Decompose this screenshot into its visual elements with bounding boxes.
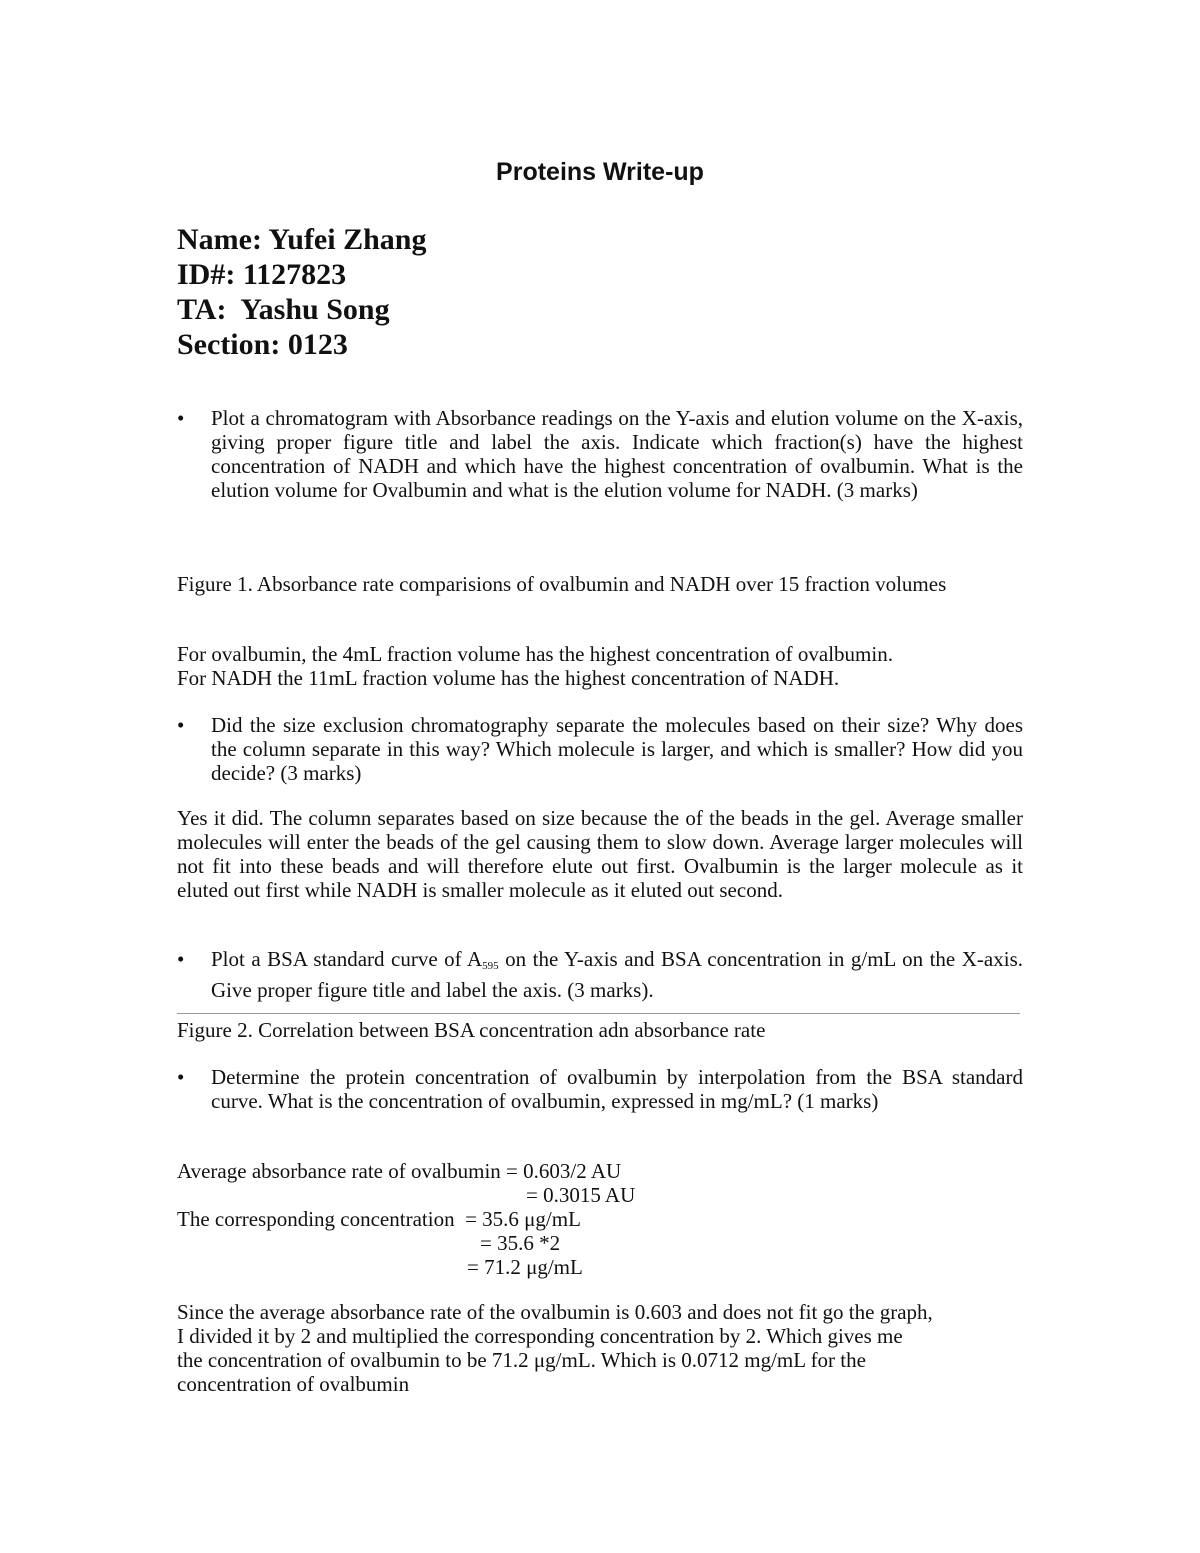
calc-line-2: = 0.3015 AU <box>526 1183 636 1207</box>
calc-line-4: = 35.6 *2 <box>480 1231 561 1255</box>
question-2-text: Did the size exclusion chromatography separate the molecules based on their size? Why does the column separate in this way? Which molecule is larger, and which is smaller? How did you decide? (3 marks) <box>211 713 1023 785</box>
answer-4-line-3: the concentration of ovalbumin to be 71.2 μg/mL. Which is 0.0712 mg/mL for the <box>177 1348 866 1372</box>
answer-4-line-2: I divided it by 2 and multiplied the corresponding concentration by 2. Which gives me <box>177 1324 903 1348</box>
answer-1-line-2: For NADH the 11mL fraction volume has the highest concentration of NADH. <box>177 666 840 690</box>
calc-line-5: = 71.2 μg/mL <box>467 1255 583 1279</box>
bullet-marker: • <box>177 1065 185 1089</box>
question-2 <box>177 713 1023 785</box>
ta-name: TA: Yashu Song <box>177 293 390 326</box>
question-1-text: Plot a chromatogram with Absorbance readings on the Y-axis and elution volume on the X-axis, giving proper figure title and label the axis. Indicate which fraction(s) have the highest concentration of NADH and which have the highest concentration of ovalbumin. What is the elution volume for Ovalbumin and what is the elution volume for NADH. (3 marks) <box>211 406 1023 502</box>
answer-2: Yes it did. The column separates based on size because the of the beads in the gel. Average smaller molecules will enter the beads of the gel causing them to slow down. Average larger molecules will not fit into these beads and will therefore elute out first. Ovalbumin is the larger molecule as it eluted out first while NADH is smaller molecule as it eluted out second. <box>177 806 1023 902</box>
student-info <box>177 222 426 362</box>
answer-1-line-1: For ovalbumin, the 4mL fraction volume has the highest concentration of ovalbumin. <box>177 642 893 666</box>
question-1 <box>177 406 1023 502</box>
page-title: Proteins Write-up <box>496 158 704 186</box>
answer-4-line-4: concentration of ovalbumin <box>177 1372 410 1396</box>
question-3-text: Plot a BSA standard curve of $A_{595}$ on the Y-axis and BSA concentration in g/mL on the X-axis. Give proper figure title and label the axis. (3 marks). <box>211 947 1023 1002</box>
student-name: Name: Yufei Zhang <box>177 223 427 256</box>
bullet-marker: • <box>177 713 185 737</box>
calc-line-3: The corresponding concentration = 35.6 μg/mL <box>177 1207 581 1231</box>
bullet-marker: • <box>177 947 185 971</box>
answer-4-line-1: Since the average absorbance rate of the ovalbumin is 0.603 and does not fit go the graph, <box>177 1300 933 1324</box>
question-3 <box>177 947 1023 1002</box>
figure-2-caption: Figure 2. Correlation between BSA concentration adn absorbance rate <box>177 1018 766 1042</box>
question-4 <box>177 1065 1023 1113</box>
student-id: ID#: 1127823 <box>177 258 347 291</box>
figure-2-placeholder-line <box>177 1013 1020 1014</box>
question-4-text: Determine the protein concentration of ovalbumin by interpolation from the BSA standard curve. What is the concentration of ovalbumin, expressed in mg/mL? (1 marks) <box>211 1065 1023 1113</box>
figure-1-caption: Figure 1. Absorbance rate comparisions of ovalbumin and NADH over 15 fraction volumes <box>177 572 947 596</box>
bullet-marker: • <box>177 406 185 430</box>
calc-line-1: Average absorbance rate of ovalbumin = 0.603/2 AU <box>177 1159 622 1183</box>
section-number: Section: 0123 <box>177 328 348 361</box>
